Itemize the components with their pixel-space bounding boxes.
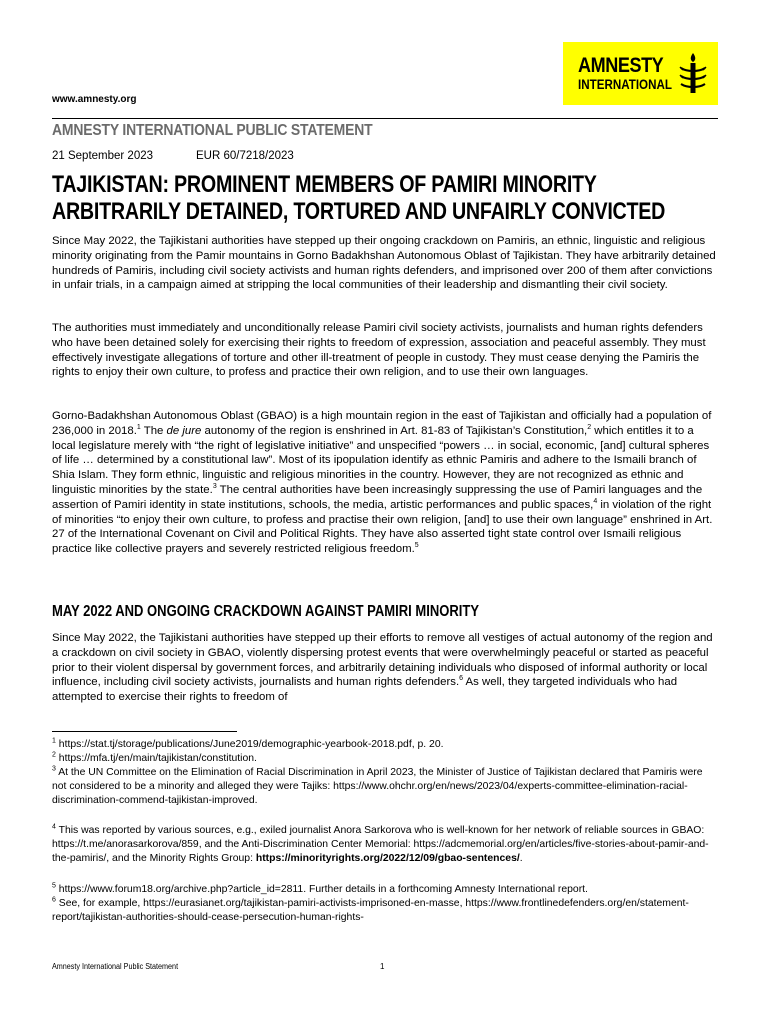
footnote-ref-3[interactable]: 3 [212, 483, 217, 491]
page-number: 1 [380, 962, 385, 971]
footnote-ref-1[interactable]: 1 [136, 424, 141, 431]
footnote-text[interactable]: https://www.forum18.org/archive.php?article_id=2811. Further details in a forthcoming Amnesty International report. [55, 884, 588, 895]
p3-text: The central authorities have been increasingly suppressing the use of Pamiri languages and the assertion of Pamiri identity in state institutions, schools, the media, artistic performances and public spaces, [52, 483, 703, 511]
candle-barbed-wire-icon [675, 50, 711, 98]
footnote-text[interactable]: https://mfa.tj/en/main/tajikistan/constitution. [55, 753, 257, 764]
paragraph-4 [52, 631, 716, 705]
footnote-4 [52, 824, 718, 865]
paragraph-2: The authorities must immediately and unconditionally release Pamiri civil society activists, journalists and human rights defenders who have been detained solely for exercising their rights to freedom of expression, association and peaceful assembly. They must effectively investigate allegations of torture and other ill-treatment of people in custody. They must cease denying the Pamiris the rights to enjoy their own culture, to profess and practice their own religion, and to use their own languages. [52, 322, 706, 379]
p4-text: As well, they targeted individuals who had attempted to exercise their rights to freedom of [52, 676, 678, 704]
p3-text: autonomy of the region is enshrined in Art. 81-83 of Tajikistan’s Constitution, [201, 424, 588, 437]
footnote-text[interactable]: At the UN Committee on the Elimination of Racial Discrimination in April 2023, the Minister of Justice of Tajikistan declared that Pamiris were not considered to be a minority and alleged they were Tajiks: https://www.ohchr.org/en/news/2023/04/experts-committee-elimination-racial-discrimination-commend-tajikistan-improved. [52, 767, 703, 806]
footnote-link[interactable]: https://minorityrights.org/2022/12/09/gbao-sentences/ [255, 852, 520, 864]
logo-line2: INTERNATIONAL [578, 77, 672, 92]
footnote-number: 3 [52, 765, 56, 773]
site-url: www.amnesty.org [52, 94, 137, 105]
p3-italic: de jure [166, 424, 202, 437]
document-type: AMNESTY INTERNATIONAL PUBLIC STATEMENT [52, 122, 373, 139]
footnote-ref-2[interactable]: 2 [587, 424, 592, 431]
footnote-text[interactable]: https://stat.tj/storage/publications/June2019/demographic-yearbook-2018.pdf, p. 20. [55, 739, 444, 750]
p3-text: which entitles it to a local legislature merely with “the right of legislative initiative” and unspecified “powers … in social, economic, [and] cultural spheres of life … determined by a constitutional law”. Most of its ipopulation identify as ethnic Pamiris and adhere to the Ismaili branch of Shia Islam. They form ethnic, linguistic and religious minorities in the country. However, they are not recognized as ethnic and linguistic minorities by the state. [52, 424, 710, 496]
document-reference: EUR 60/7218/2023 [196, 150, 294, 162]
footnote-number: 4 [52, 823, 56, 831]
footnote-1 [52, 738, 718, 752]
header-rule [52, 118, 718, 119]
p3-text: The [140, 424, 167, 437]
footnote-2 [52, 752, 718, 766]
logo-line1: AMNESTY [578, 54, 664, 77]
title-line-2: ARBITRARILY DETAINED, TORTURED AND UNFAIRLY CONVICTED [52, 198, 666, 225]
paragraph-3 [52, 409, 716, 557]
section-heading: MAY 2022 AND ONGOING CRACKDOWN AGAINST PAMIRI MINORITY [52, 603, 480, 620]
footnote-number: 2 [52, 751, 56, 759]
footnote-text: . [519, 852, 523, 864]
p3-text: in violation of the right of minorities “to enjoy their own culture, to profess and practise their own religion, [and] to use their own language” enshrined in Art. 27 of the International Covenant on Civil and Political Rights. They have also asserted tight state control over Ismaili religious practice like collective prayers and severely restricted religious freedom. [52, 498, 713, 556]
document-date: 21 September 2023 [52, 150, 154, 162]
amnesty-logo [563, 42, 718, 105]
footnote-number: 6 [52, 896, 56, 904]
footer-label: Amnesty International Public Statement [52, 962, 179, 971]
p4-text: Since May 2022, the Tajikistani authorities have stepped up their efforts to remove all vestiges of actual autonomy of the region and a crackdown on civil society in GBAO, violently dispersing protest events that were overwhelmingly peaceful or started as peaceful prior to their violent dispersal by government forces, and arbitrarily detaining individuals who disposed of informal authority or local influence, including civil society activists, journalists and human rights defenders. [52, 632, 713, 689]
page-title [52, 171, 666, 225]
footnote-number: 5 [52, 882, 56, 890]
footnote-ref-4[interactable]: 4 [593, 497, 598, 505]
footnote-text[interactable]: This was reported by various sources, e.g., exiled journalist Anora Sarkorova who is well-known for her network of reliable sources in GBAO: https://t.me/anorasarkorova/859, and the Anti-Discrimination Center Memorial: https://adcmemorial.org/en/articles/five-stories-about-pamir-and-the-pamiris/, and the Minority Rights Group: [52, 825, 709, 864]
footnote-3 [52, 766, 718, 807]
footnote-6 [52, 897, 718, 925]
footnote-ref-5[interactable]: 5 [414, 542, 419, 550]
paragraph-1: Since May 2022, the Tajikistani authorities have stepped up their ongoing crackdown on Pamiris, an ethnic, linguistic and religious minority originating from the Pamir mountains in Gorno Badakhshan Autonomous Oblast of Tajikistan. They have arbitrarily detained hundreds of Pamiris, including civil society activists and human rights defenders, and imprisoned over 200 of them after convictions in unfair trials, in a campaign aimed at stripping the local communities of their leadership and dismantling their civil society. [52, 235, 716, 292]
footnote-number: 1 [52, 737, 56, 745]
footnote-5 [52, 883, 718, 897]
footnote-ref-6[interactable]: 6 [459, 675, 464, 683]
footnote-rule [52, 731, 237, 732]
p3-text: Gorno-Badakhshan Autonomous Oblast (GBAO) is a high mountain region in the east of Tajikistan and officially had a population of 236,000 in 2018. [52, 410, 712, 437]
title-line-1: TAJIKISTAN: PROMINENT MEMBERS OF PAMIRI MINORITY [52, 171, 597, 198]
footnote-text[interactable]: See, for example, https://eurasianet.org/tajikistan-pamiri-activists-imprisoned-en-masse, https://www.frontlinedefenders.org/en/statement-report/tajikistan-authorities-should-cease-persecution-human-rights- [52, 898, 689, 923]
